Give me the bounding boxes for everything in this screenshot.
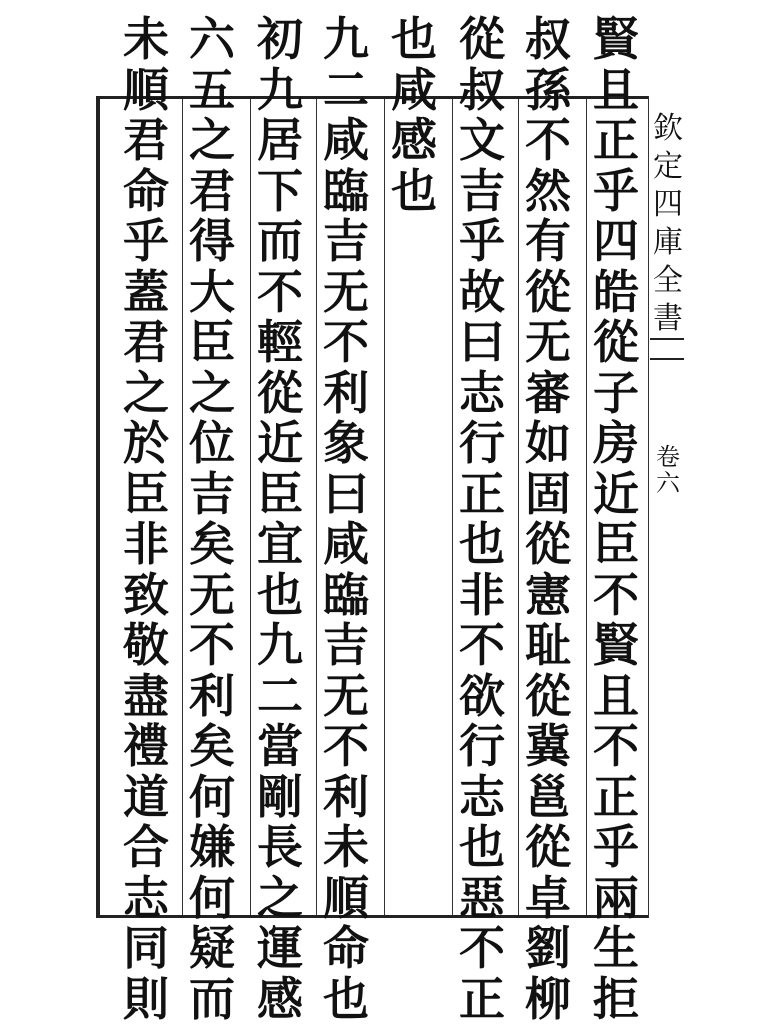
text-character: 居	[257, 113, 303, 167]
text-character: 非	[459, 567, 505, 622]
text-character: 非	[123, 517, 169, 571]
text-character: 志	[459, 365, 505, 420]
text-character: 不	[593, 719, 639, 773]
text-character: 賢	[593, 618, 639, 672]
text-character: 臣	[593, 517, 639, 571]
text-character: 從	[525, 668, 571, 723]
column-divider	[384, 99, 385, 915]
volume-character: 卷	[656, 443, 680, 471]
text-character: 蓋	[123, 264, 169, 319]
text-character: 无	[323, 668, 369, 723]
text-character: 不	[459, 921, 505, 975]
text-character: 有	[525, 214, 571, 268]
title-character: 四	[653, 187, 683, 222]
text-character: 柳	[525, 971, 571, 1024]
text-character: 也	[323, 971, 369, 1024]
text-character: 卓	[525, 870, 571, 925]
text-character: 九	[257, 618, 303, 672]
text-character: 耻	[525, 618, 571, 672]
text-character: 君	[123, 113, 169, 167]
text-character: 嫌	[189, 820, 235, 874]
text-character: 臨	[323, 567, 369, 622]
text-character: 邕	[525, 769, 571, 824]
text-column-5	[316, 14, 376, 1024]
text-character: 從	[525, 517, 571, 571]
text-character: 孫	[525, 62, 571, 117]
text-character: 吉	[189, 466, 235, 521]
text-character: 行	[459, 719, 505, 773]
text-character: 也	[391, 12, 437, 66]
text-character: 五	[189, 62, 235, 117]
text-column-8	[116, 14, 176, 1024]
text-character: 劉	[525, 921, 571, 975]
text-character: 冀	[525, 719, 571, 773]
text-character: 從	[593, 315, 639, 369]
text-character: 近	[257, 416, 303, 470]
text-character: 何	[189, 870, 235, 925]
text-character: 正	[459, 466, 505, 521]
text-character: 叔	[525, 12, 571, 66]
text-character: 命	[123, 163, 169, 218]
text-character: 近	[593, 466, 639, 521]
text-character: 初	[257, 12, 303, 66]
text-character: 也	[459, 820, 505, 874]
fishtail-mark	[650, 338, 684, 360]
text-character: 之	[257, 870, 303, 925]
text-character: 感	[257, 971, 303, 1024]
text-character: 禮	[123, 719, 169, 773]
text-character: 乎	[459, 214, 505, 268]
text-character: 六	[189, 12, 235, 66]
text-character: 房	[593, 416, 639, 470]
text-character: 之	[189, 365, 235, 420]
volume-label	[652, 444, 684, 496]
text-character: 臣	[189, 315, 235, 369]
text-character: 不	[257, 264, 303, 319]
text-character: 生	[593, 921, 639, 975]
text-character: 且	[593, 62, 639, 117]
text-character: 位	[189, 416, 235, 470]
text-character: 君	[123, 315, 169, 369]
text-character: 而	[257, 214, 303, 268]
text-character: 不	[323, 719, 369, 773]
text-character: 致	[123, 567, 169, 622]
text-character: 吉	[323, 214, 369, 268]
text-character: 曰	[323, 466, 369, 521]
text-character: 二	[323, 62, 369, 117]
text-character: 矣	[189, 517, 235, 571]
title-character: 全	[653, 263, 683, 298]
text-character: 運	[257, 921, 303, 975]
text-character: 利	[323, 365, 369, 420]
text-character: 順	[123, 62, 169, 117]
text-character: 固	[525, 466, 571, 521]
text-character: 然	[525, 163, 571, 218]
text-character: 審	[525, 365, 571, 420]
text-column-2	[518, 14, 578, 1024]
text-character: 二	[257, 668, 303, 723]
text-character: 欲	[459, 668, 505, 723]
text-character: 何	[189, 769, 235, 824]
text-character: 无	[189, 567, 235, 622]
text-character: 如	[525, 416, 571, 470]
text-character: 剛	[257, 769, 303, 824]
text-character: 也	[459, 517, 505, 571]
text-character: 咸	[323, 517, 369, 571]
text-character: 且	[593, 668, 639, 723]
text-character: 從	[459, 12, 505, 66]
text-character: 不	[593, 567, 639, 622]
text-character: 正	[593, 769, 639, 824]
text-column-7	[182, 14, 242, 1024]
text-character: 敬	[123, 618, 169, 672]
text-character: 盡	[123, 668, 169, 723]
text-character: 正	[459, 971, 505, 1024]
text-character: 臣	[123, 466, 169, 521]
text-character: 得	[189, 214, 235, 268]
text-character: 君	[189, 163, 235, 218]
text-character: 合	[123, 820, 169, 874]
text-character: 於	[123, 416, 169, 470]
text-character: 正	[593, 113, 639, 167]
text-character: 咸	[391, 62, 437, 117]
text-character: 感	[391, 113, 437, 167]
text-character: 命	[323, 921, 369, 975]
text-character: 拒	[593, 971, 639, 1024]
text-character: 未	[123, 12, 169, 66]
title-character: 欽	[653, 111, 683, 146]
text-character: 皓	[593, 264, 639, 319]
text-character: 乎	[593, 820, 639, 874]
text-character: 順	[323, 870, 369, 925]
title-character: 書	[653, 301, 683, 336]
title-character: 庫	[653, 225, 683, 260]
text-character: 當	[257, 719, 303, 773]
text-character: 也	[257, 567, 303, 622]
text-character: 乎	[593, 163, 639, 218]
title-character: 定	[653, 149, 683, 184]
text-column-3	[452, 14, 512, 1024]
text-character: 九	[323, 12, 369, 66]
text-character: 未	[323, 820, 369, 874]
text-character: 從	[525, 264, 571, 319]
text-character: 從	[257, 365, 303, 420]
volume-character: 六	[656, 469, 680, 497]
text-character: 賢	[593, 12, 639, 66]
text-character: 吉	[323, 618, 369, 672]
text-character: 不	[189, 618, 235, 672]
text-character: 乎	[123, 214, 169, 268]
text-character: 象	[323, 416, 369, 470]
text-character: 志	[123, 870, 169, 925]
text-character: 輕	[257, 315, 303, 369]
text-character: 四	[593, 214, 639, 268]
text-column-6	[250, 14, 310, 1024]
text-character: 子	[593, 365, 639, 420]
text-character: 下	[257, 163, 303, 218]
text-character: 吉	[459, 163, 505, 218]
text-character: 之	[123, 365, 169, 420]
text-character: 利	[323, 769, 369, 824]
text-character: 志	[459, 769, 505, 824]
text-character: 臨	[323, 163, 369, 218]
text-character: 道	[123, 769, 169, 824]
text-character: 叔	[459, 62, 505, 117]
text-character: 宜	[257, 517, 303, 571]
text-character: 從	[525, 820, 571, 874]
text-character: 之	[189, 113, 235, 167]
text-character: 也	[391, 163, 437, 218]
text-character: 利	[189, 668, 235, 723]
text-character: 咸	[323, 113, 369, 167]
text-character: 則	[123, 971, 169, 1024]
text-column-1	[586, 14, 646, 1024]
text-character: 兩	[593, 870, 639, 925]
text-character: 長	[257, 820, 303, 874]
text-character: 臣	[257, 466, 303, 521]
text-character: 而	[189, 971, 235, 1024]
text-character: 同	[123, 921, 169, 975]
text-character: 憲	[525, 567, 571, 622]
text-character: 不	[323, 315, 369, 369]
text-character: 故	[459, 264, 505, 319]
text-character: 不	[459, 618, 505, 672]
text-character: 疑	[189, 921, 235, 975]
text-character: 九	[257, 62, 303, 117]
book-title	[650, 110, 686, 338]
text-character: 无	[323, 264, 369, 319]
text-character: 曰	[459, 315, 505, 369]
text-character: 文	[459, 113, 505, 167]
text-character: 不	[525, 113, 571, 167]
text-character: 矣	[189, 719, 235, 773]
text-character: 无	[525, 315, 571, 369]
text-column-4	[384, 14, 444, 216]
text-character: 行	[459, 416, 505, 470]
text-character: 惡	[459, 870, 505, 925]
text-character: 大	[189, 264, 235, 319]
